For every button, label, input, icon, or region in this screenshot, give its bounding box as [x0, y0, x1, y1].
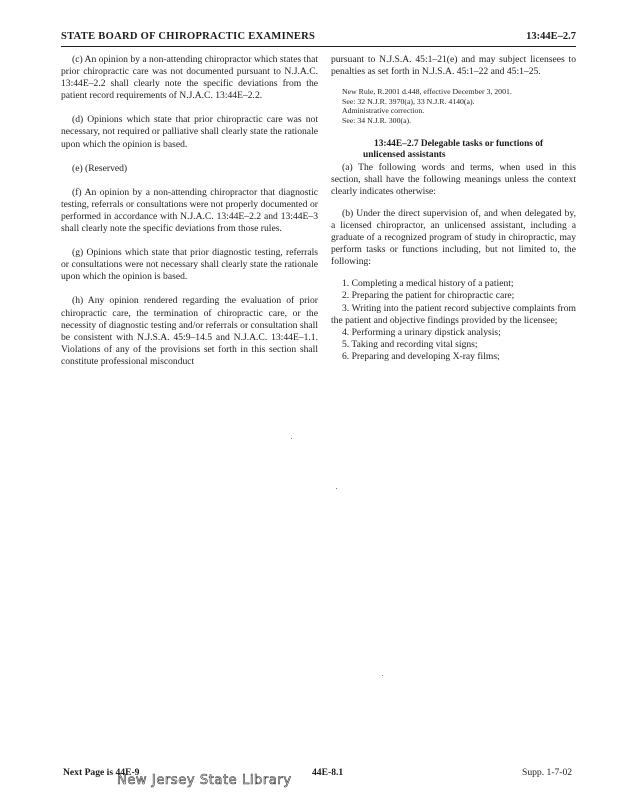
list-item: 2. Preparing the patient for chiropractic care; [342, 290, 515, 302]
paragraph-c: (c) An opinion by a non-attending chiropractor which states that prior chiropractic care was not documented pursuant to N.J.A.C. 13:44E–2.2 shall clearly note the specific deviations from the patient record requirements of N.J.A.C. 13:44E–2.2. [61, 54, 318, 102]
scan-speck [336, 488, 337, 489]
list-item: 1. Completing a medical history of a patient; [342, 278, 514, 290]
history-note: See: 34 N.J.R. 300(a). [342, 115, 412, 125]
header-rule [61, 46, 576, 47]
list-item: 6. Preparing and developing X-ray films; [342, 350, 500, 362]
history-notes [331, 87, 576, 125]
list-item: 4. Performing a urinary dipstick analysis; [342, 326, 501, 338]
supplement-date: Supp. 1-7-02 [522, 767, 573, 778]
history-note: See: 32 N.J.R. 3970(a), 33 N.J.R. 4140(a). [342, 96, 475, 106]
continuation-text: pursuant to N.J.S.A. 45:1–21(e) and may subject licensees to penalties as set forth in N.J.S.A. 45:1–22 and 45:1–25. [331, 54, 576, 78]
paragraph-a: (a) The following words and terms, when used in this section, shall have the following meanings unless the context clearly indicates otherwise: [331, 161, 576, 197]
paragraph-f: (f) An opinion by a non-attending chiropractor that diagnostic testing, referrals or consultations were not properly documented or performed in accordance with N.J.A.C. 13:44E–2.2 and 13:44E–3 shall clearly note the specific deviations from those rules. [61, 186, 318, 235]
paragraph-h: (h) Any opinion rendered regarding the evaluation of prior chiropractic care, the termination of chiropractic care, or the necessity of diagnostic testing and/or referrals or consultation shall be consistent with N.J.S.A. 45:9–14.5 and N.J.A.C. 13:44E–1.1. Violations of any of the provisions set forth in this section shall constitute professional misconduct [61, 295, 318, 367]
scan-speck [382, 675, 383, 676]
page-number: 44E-8.1 [312, 767, 344, 778]
paragraph-e: (e) (Reserved) [72, 162, 128, 174]
paragraph-b: (b) Under the direct supervision of, and when delegated by, a licensed chiropractor, an unlicensed assistant, including a graduate of a recognized program of study in chiropractic, may perform tasks or functions including, but not limited to, the following: [331, 207, 576, 268]
paragraph-d: (d) Opinions which state that prior chiropractic care was not necessary, not required or palliative shall clearly state the rationale upon which the opinion is based. [61, 114, 318, 150]
history-note: Administrative correction. [342, 106, 425, 116]
paragraph-g: (g) Opinions which state that prior diagnostic testing, referrals or consultations were not necessary shall clearly state the rationale upon which the opinion is based. [61, 247, 318, 283]
history-note: New Rule, R.2001 d.448, effective December 3, 2001. [342, 87, 512, 97]
list-item: 5. Taking and recording vital signs; [342, 338, 478, 350]
right-column [331, 54, 576, 363]
running-header-section: 13:44E–2.7 [526, 31, 576, 42]
list-item: 3. Writing into the patient record subjective complaints from the patient and objective findings provided by the licensee; [331, 302, 576, 326]
scan-speck [291, 438, 292, 439]
running-header-title: STATE BOARD OF CHIROPRACTIC EXAMINERS [61, 31, 316, 42]
section-heading: 13:44E–2.7 Delegable tasks or functions of unlicensed assistants [363, 138, 544, 161]
left-column [61, 54, 318, 380]
library-watermark: New Jersey State Library [117, 773, 292, 788]
next-page-note: Next Page is 44E-9 [63, 767, 140, 778]
